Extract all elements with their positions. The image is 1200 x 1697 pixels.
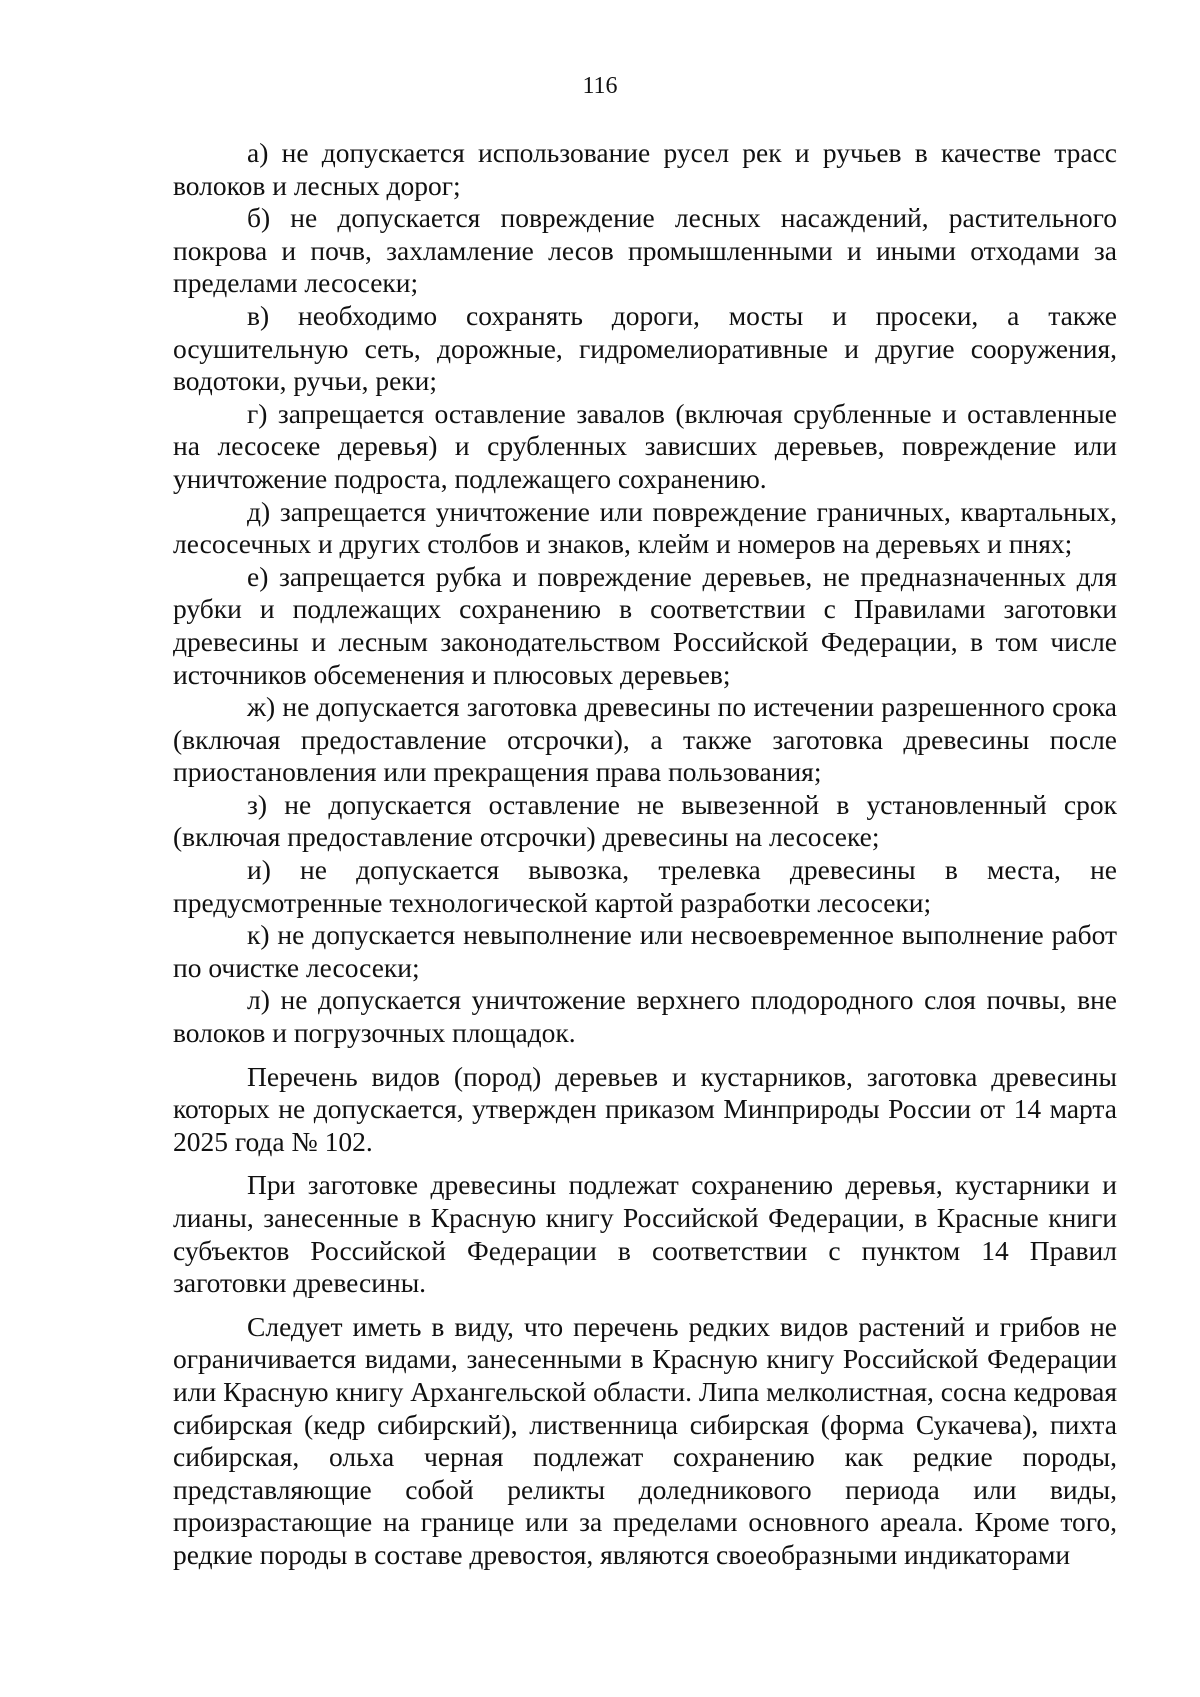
page-number: 116 [582,73,618,99]
list-item-g: г) запрещается оставление завалов (включая срубленные и оставленные на лесосеке деревья) и срубленных зависших деревьев, повреждение или уничтожение подроста, подлежащего сохранению. [173,397,1117,494]
list-item-z: з) не допускается оставление не вывезенной в установленный срок (включая предоставление отсрочки) древесины на лесосеке; [173,788,1117,853]
list-item-k: к) не допускается невыполнение или несвоевременное выполнение работ по очистке лесосеки; [173,919,1117,983]
list-item-d: д) запрещается уничтожение или повреждение граничных, квартальных, лесосечных и других столбов и знаков, клейм и номеров на деревьях и пнях; [173,495,1117,560]
list-item-b: б) не допускается повреждение лесных насаждений, растительного покрова и почв, захламление лесов промышленными и иными отходами за пределами лесосеки; [173,202,1117,299]
list-item-v: в) необходимо сохранять дороги, мосты и просеки, а также осушительную сеть, дорожные, гидромелиоративные и другие сооружения, водотоки, ручьи, реки; [173,299,1117,397]
paragraph-species-list: Перечень видов (пород) деревьев и кустарников, заготовка древесины которых не допускается, утвержден приказом Минприроды России от 14 марта 2025 года № 102. [173,1060,1117,1157]
list-item-a: а) не допускается использование русел рек и ручьев в качестве трасс волоков и лесных дорог; [173,137,1117,201]
list-item-l: л) не допускается уничтожение верхнего плодородного слоя почвы, вне волоков и погрузочных площадок. [173,984,1117,1049]
paragraph-red-book: При заготовке древесины подлежат сохранению деревья, кустарники и лианы, занесенные в Красную книгу Российской Федерации, в Красные книги субъектов Российской Федерации в соответствии с пунктом 14 Правил заготовки древесины. [173,1169,1117,1299]
paragraph-rare-species: Следует иметь в виду, что перечень редких видов растений и грибов не ограничивается видами, занесенными в Красную книгу Российской Федерации или Красную книгу Архангельской области. Липа мелколистная, сосна кедровая сибирская (кедр сибирский), лиственница сибирская (форма Сукачева), пихта сибирская, ольха черная подлежат сохранению как редкие породы, представляющие собой реликты доледникового периода или виды, произрастающие на границе или за пределами основного ареала. Кроме того, редкие породы в составе древостоя, являются своеобразными индикаторами [173,1310,1117,1570]
body-text [173,137,1117,1572]
list-item-zh: ж) не допускается заготовка древесины по истечении разрешенного срока (включая предоставление отсрочки), а также заготовка древесины после приостановления или прекращения права пользования; [173,691,1117,788]
list-item-i: и) не допускается вывозка, трелевка древесины в места, не предусмотренные технологической картой разработки лесосеки; [173,854,1117,918]
list-item-e: е) запрещается рубка и повреждение деревьев, не предназначенных для рубки и подлежащих сохранению в соответствии с Правилами заготовки древесины и лесным законодательством Российской Федерации, в том числе источников обсеменения и плюсовых деревьев; [173,560,1117,690]
